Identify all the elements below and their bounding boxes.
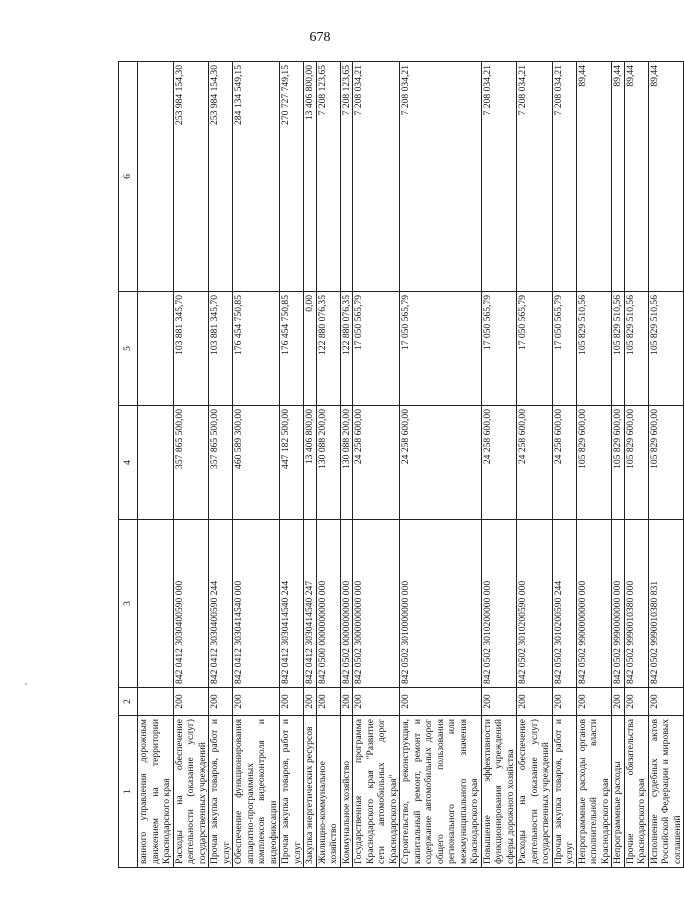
cell-approved: 130 088 200,00	[316, 406, 340, 520]
cell-name: Прочая закупка товаров, работ и услуг	[552, 716, 576, 868]
cell-approved: 105 829 600,00	[648, 406, 684, 520]
table-row	[576, 62, 612, 868]
cell-executed: 105 829 510,56	[576, 292, 612, 406]
cell-approved: 105 829 600,00	[612, 406, 625, 520]
cell-code: 200	[173, 688, 209, 716]
cell-unexecuted: 7 208 123,65	[316, 62, 340, 292]
cell-unexecuted: 7 208 034,21	[517, 62, 553, 292]
table-row	[233, 62, 280, 868]
table-row	[304, 62, 317, 868]
scan-speck	[25, 683, 27, 685]
cell-approved: 130 088 200,00	[340, 406, 353, 520]
cell-code: 200	[576, 688, 612, 716]
cell-unexecuted: 7 208 123,65	[340, 62, 353, 292]
cell-classification: 842 0502 9990000000 000	[612, 520, 625, 688]
cell-unexecuted: 89,44	[612, 62, 625, 292]
cell-name: Прочая закупка товаров, работ и услуг	[280, 716, 304, 868]
header-col-3: 3	[119, 520, 138, 688]
cell-classification: 842 0502 3010200590 244	[552, 520, 576, 688]
cell-approved: 24 258 600,00	[552, 406, 576, 520]
table-row	[280, 62, 304, 868]
table-row	[648, 62, 684, 868]
table-body	[138, 62, 684, 868]
cell-code: 200	[612, 688, 625, 716]
cell-approved: 357 865 500,00	[209, 406, 233, 520]
cell-classification: 842 0412 3030414540 000	[233, 520, 280, 688]
cell-executed: 105 829 510,56	[612, 292, 625, 406]
cell-classification: 842 0502 9900000000 000	[576, 520, 612, 688]
cell-unexecuted: 89,44	[624, 62, 648, 292]
cell-classification: 842 0502 3010200000 000	[481, 520, 517, 688]
header-col-2: 2	[119, 688, 138, 716]
header-col-1: 1	[119, 716, 138, 868]
cell-classification: 842 0502 0000000000 000	[340, 520, 353, 688]
cell-unexecuted: 89,44	[576, 62, 612, 292]
header-col-6: 6	[119, 62, 138, 292]
table-row	[552, 62, 576, 868]
table-row	[481, 62, 517, 868]
budget-table	[118, 61, 684, 868]
cell-approved: 105 829 600,00	[624, 406, 648, 520]
cell-unexecuted: 7 208 034,21	[400, 62, 482, 292]
cell-executed: 17 050 565,79	[517, 292, 553, 406]
cell-approved: 447 182 500,00	[280, 406, 304, 520]
cell-executed: 122 880 076,35	[316, 292, 340, 406]
cell-code: 200	[552, 688, 576, 716]
rotated-table-area	[118, 62, 683, 868]
table-row	[316, 62, 340, 868]
table-row	[353, 62, 400, 868]
table-row	[138, 62, 174, 868]
cell-name: Жилищно-коммунальное хозяйство	[316, 716, 340, 868]
cell-executed: 17 050 565,79	[400, 292, 482, 406]
cell-unexecuted: 89,44	[648, 62, 684, 292]
cell-name: Прочая закупка товаров, работ и услуг	[209, 716, 233, 868]
cell-executed: 176 454 750,85	[233, 292, 280, 406]
cell-executed: 105 829 510,56	[648, 292, 684, 406]
cell-classification: 842 0412 3030400590 244	[209, 520, 233, 688]
cell-code: 200	[209, 688, 233, 716]
cell-name: Непрограммные расходы органов исполнительной власти Краснодарского края	[576, 716, 612, 868]
cell-approved: 13 406 800,00	[304, 406, 317, 520]
cell-code: 200	[624, 688, 648, 716]
cell-approved: 24 258 600,00	[353, 406, 400, 520]
cell-classification: 842 0502 3000000000 000	[353, 520, 400, 688]
cell-unexecuted: 13 406 800,00	[304, 62, 317, 292]
cell-classification: 842 0412 3030414540 244	[280, 520, 304, 688]
cell-name: Государственная программа Краснодарского края "Развитие сети автомобильных дорог Краснодарского края"	[353, 716, 400, 868]
cell-approved: 24 258 600,00	[481, 406, 517, 520]
cell-unexecuted	[138, 62, 174, 292]
cell-name: ванного управления дорожным движением на территории Краснодарского края	[138, 716, 174, 868]
cell-unexecuted: 253 984 154,30	[173, 62, 209, 292]
header-col-5: 5	[119, 292, 138, 406]
cell-unexecuted: 253 984 154,30	[209, 62, 233, 292]
cell-code: 200	[340, 688, 353, 716]
page-number: 678	[309, 30, 331, 45]
cell-name: Повышение эффективности функционирования учреждений сферы дорожного хозяйства	[481, 716, 517, 868]
cell-name: Прочие обязательства Краснодарского края	[624, 716, 648, 868]
header-col-4: 4	[119, 406, 138, 520]
cell-code: 200	[353, 688, 400, 716]
cell-name: Расходы на обеспечение деятельности (оказание услуг) государственных учреждений	[173, 716, 209, 868]
cell-executed: 122 880 076,35	[340, 292, 353, 406]
cell-name: Строительство, реконструкция, капитальный ремонт, ремонт и содержание автомобильных дорог общего пользования регионального или межмуниципального значения Краснодарского края	[400, 716, 482, 868]
cell-code: 200	[316, 688, 340, 716]
cell-approved: 24 258 600,00	[517, 406, 553, 520]
table-row	[209, 62, 233, 868]
cell-name: Непрограммные расходы	[612, 716, 625, 868]
cell-unexecuted: 7 208 034,21	[481, 62, 517, 292]
cell-executed: 103 881 345,70	[209, 292, 233, 406]
cell-executed	[138, 292, 174, 406]
table-row	[173, 62, 209, 868]
cell-name: Исполнение судебных актов Российской Федерации и мировых соглашений	[648, 716, 684, 868]
cell-executed: 176 454 750,85	[280, 292, 304, 406]
cell-executed: 17 050 565,79	[552, 292, 576, 406]
cell-unexecuted: 7 208 034,21	[353, 62, 400, 292]
cell-classification: 842 0500 0000000000 000	[316, 520, 340, 688]
cell-executed: 105 829 510,56	[624, 292, 648, 406]
cell-executed: 17 050 565,79	[481, 292, 517, 406]
cell-classification: 842 0502 9990010380 831	[648, 520, 684, 688]
table-row	[517, 62, 553, 868]
cell-code: 200	[517, 688, 553, 716]
rotated-table-wrapper	[118, 62, 683, 868]
cell-classification: 842 0502 3010200590 000	[517, 520, 553, 688]
cell-approved: 357 865 500,00	[173, 406, 209, 520]
cell-code: 200	[648, 688, 684, 716]
cell-code: 200	[400, 688, 482, 716]
cell-executed: 0,00	[304, 292, 317, 406]
cell-code: 200	[280, 688, 304, 716]
cell-code	[138, 688, 174, 716]
cell-executed: 17 050 565,79	[353, 292, 400, 406]
cell-classification: 842 0502 9990010380 000	[624, 520, 648, 688]
cell-approved	[138, 406, 174, 520]
cell-unexecuted: 270 727 749,15	[280, 62, 304, 292]
table-row	[340, 62, 353, 868]
cell-classification: 842 0502 3010000000 000	[400, 520, 482, 688]
cell-classification	[138, 520, 174, 688]
cell-classification: 842 0412 3030414540 247	[304, 520, 317, 688]
cell-approved: 105 829 600,00	[576, 406, 612, 520]
cell-unexecuted: 284 134 549,15	[233, 62, 280, 292]
table-row	[400, 62, 482, 868]
cell-approved: 460 589 300,00	[233, 406, 280, 520]
cell-name: Закупка энергетических ресурсов	[304, 716, 317, 868]
cell-name: Обеспечение функционирования аппаратно-программных комплексов видеоконтроля и видеофиксации	[233, 716, 280, 868]
cell-executed: 103 881 345,70	[173, 292, 209, 406]
cell-code: 200	[233, 688, 280, 716]
cell-code: 200	[481, 688, 517, 716]
header-row	[119, 62, 138, 868]
cell-name: Коммунальное хозяйство	[340, 716, 353, 868]
cell-code: 200	[304, 688, 317, 716]
table-row	[612, 62, 625, 868]
cell-name: Расходы на обеспечение деятельности (оказание услуг) государственных учреждений	[517, 716, 553, 868]
cell-classification: 842 0412 3030400590 000	[173, 520, 209, 688]
table-row	[624, 62, 648, 868]
cell-unexecuted: 7 208 034,21	[552, 62, 576, 292]
cell-approved: 24 258 600,00	[400, 406, 482, 520]
